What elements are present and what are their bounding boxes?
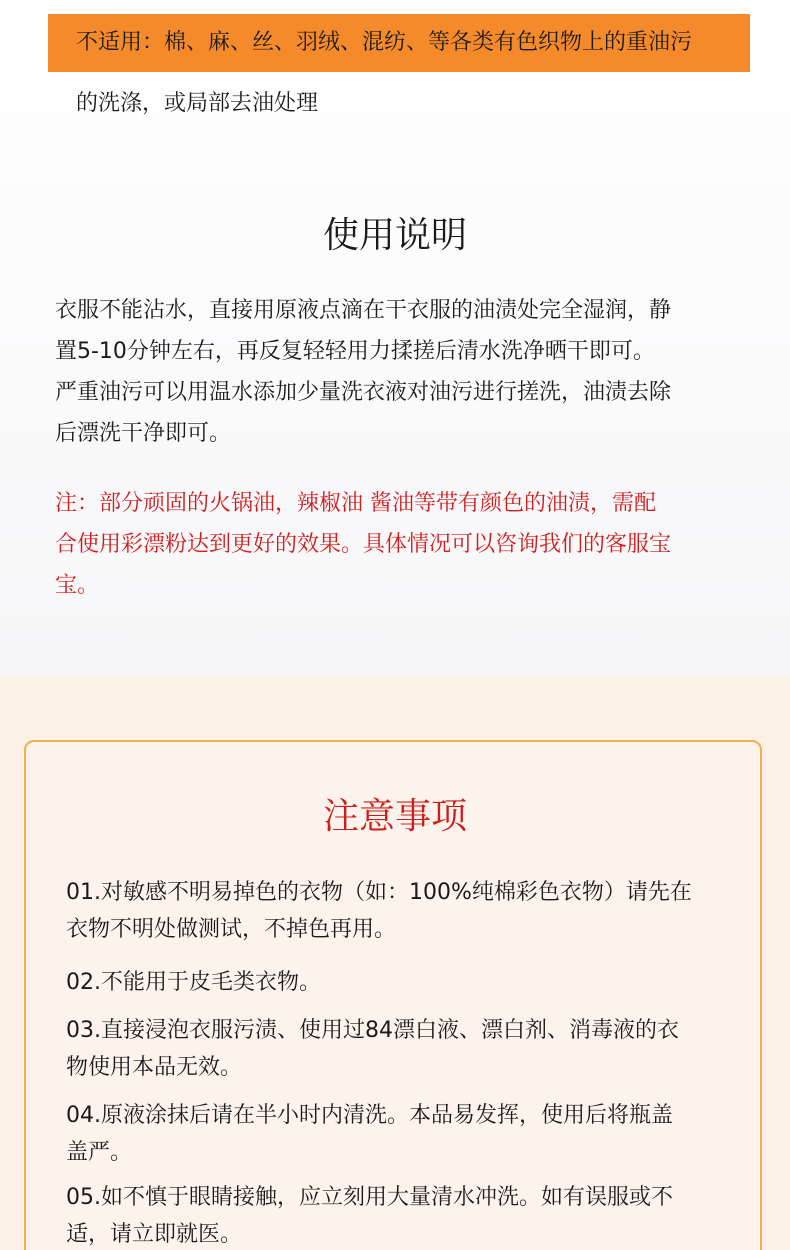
banner-text-continued: 的洗涤，或局部去油处理 bbox=[76, 91, 319, 116]
precaution-item bbox=[66, 1097, 736, 1171]
usage-line: 后漂洗干净即可。 bbox=[55, 421, 232, 446]
banner-text: 不适用：棉、麻、丝、羽绒、混纺、等各类有色织物上的重油污 bbox=[76, 30, 693, 55]
precautions-title: 注意事项 bbox=[322, 796, 467, 837]
precaution-line: 03.直接浸泡衣服污渍、使用过84漂白液、漂白剂、消毒液的衣 bbox=[66, 1018, 679, 1043]
precaution-line: 衣物不明处做测试，不掉色再用。 bbox=[66, 917, 397, 942]
precaution-line: 02.不能用于皮毛类衣物。 bbox=[66, 970, 321, 995]
precaution-line: 盖严。 bbox=[66, 1140, 133, 1165]
not-applicable-banner bbox=[48, 14, 750, 72]
note-line: 合使用彩漂粉达到更好的效果。具体情况可以咨询我们的客服宝 bbox=[55, 532, 672, 557]
precaution-item bbox=[66, 1179, 736, 1250]
usage-title: 使用说明 bbox=[322, 215, 467, 256]
usage-note bbox=[55, 483, 755, 606]
precaution-line: 04.原液涂抹后请在半小时内清洗。本品易发挥，使用后将瓶盖 bbox=[66, 1103, 673, 1128]
note-line: 宝。 bbox=[55, 573, 100, 598]
note-line: 注：部分顽固的火锅油，辣椒油 酱油等带有颜色的油渍，需配 bbox=[55, 491, 656, 516]
precaution-line: 05.如不慎于眼睛接触，应立刻用大量清水冲洗。如有误服或不 bbox=[66, 1185, 673, 1210]
precaution-line: 01.对敏感不明易掉色的衣物（如：100%纯棉彩色衣物）请先在 bbox=[66, 880, 692, 905]
usage-instructions bbox=[55, 290, 755, 454]
usage-line: 严重油污可以用温水添加少量洗衣液对油污进行搓洗，油渍去除 bbox=[55, 380, 672, 405]
usage-line: 置5-10分钟左右，再反复轻轻用力揉搓后清水洗净晒干即可。 bbox=[55, 339, 655, 364]
precaution-item bbox=[66, 964, 736, 1001]
usage-line: 衣服不能沾水，直接用原液点滴在干衣服的油渍处完全湿润，静 bbox=[55, 298, 672, 323]
precaution-item bbox=[66, 874, 736, 948]
precaution-item bbox=[66, 1012, 736, 1086]
precaution-line: 适，请立即就医。 bbox=[66, 1222, 243, 1247]
precaution-line: 物使用本品无效。 bbox=[66, 1055, 243, 1080]
